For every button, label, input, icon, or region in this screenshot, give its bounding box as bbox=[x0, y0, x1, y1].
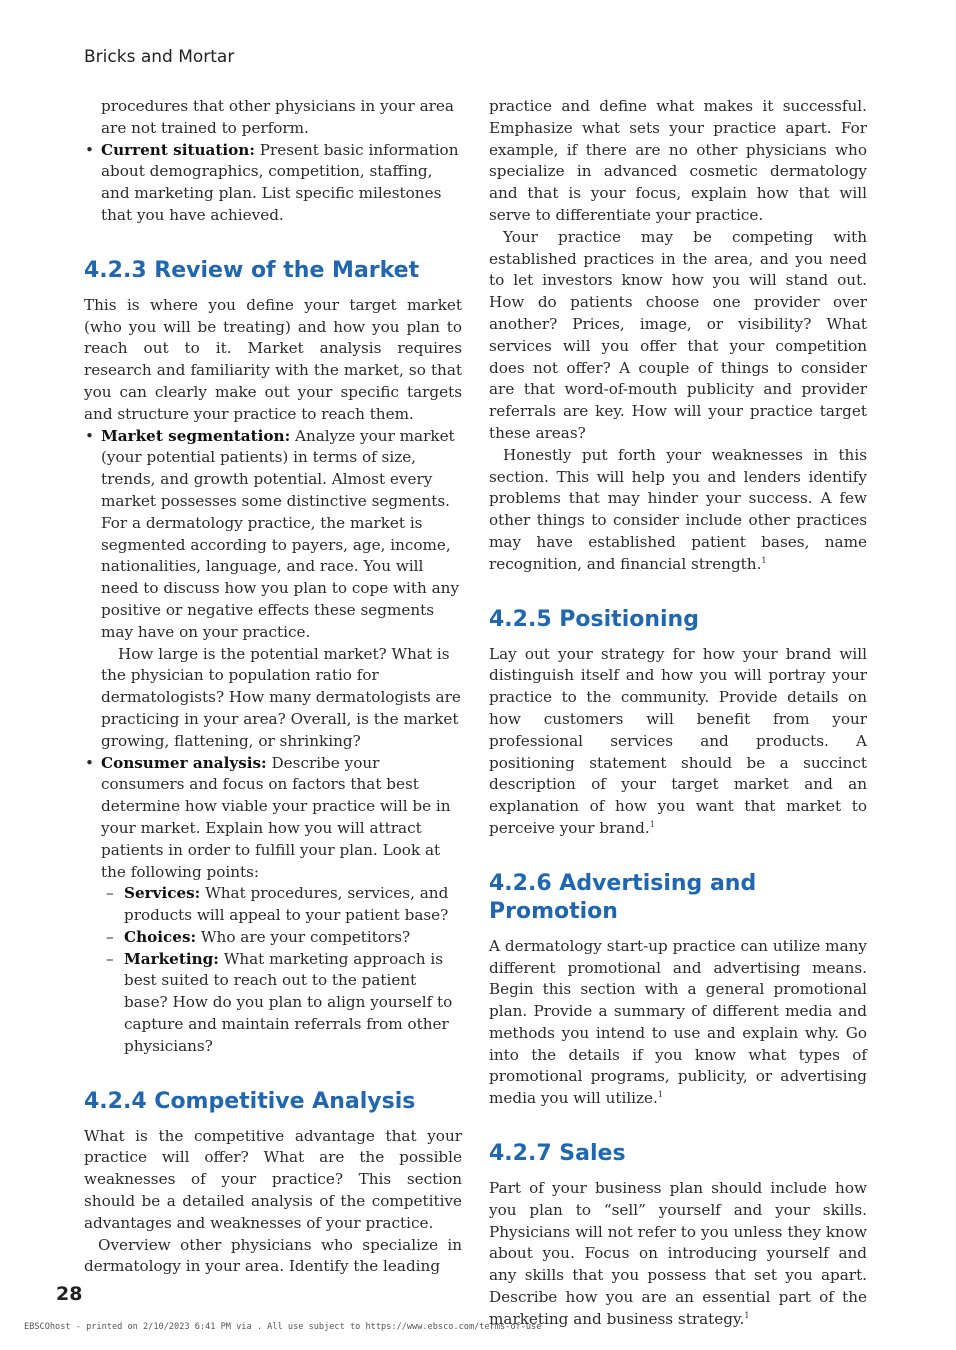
citation-ref: 1 bbox=[657, 1090, 663, 1100]
competitive-paragraph-3: Your practice may be competing with established practices in the area, and you need to let investors know how you will stand out. How do patients choose one provider over another? Prices, image, or visibility? What services will you offer that your competition does not offer? A couple of things to consider are that word-of-mouth publicity and provider referrals are key. How will your practice target these areas? bbox=[489, 227, 867, 442]
bullet-market-segmentation: • Market segmentation: Analyze your market (your potential patients) in terms of size, trends, and growth potential. Almost every market possesses some distinctive segments. For a dermatology practice, the market is segmented according to payers, age, income, nationalities, language, and race. You will need to discuss how you plan to cope with any positive or negative effects these segments may have on your practice. bbox=[84, 426, 462, 644]
advertising-paragraph: A dermatology start-up practice can utilize many different promotional and advertising means. Begin this section with a general promotional plan. Provide a summary of different media and methods you intend to use and explain why. Go into the details if you know what types of promotional programs, publicity, or advertising media you will utilize.$^1$ bbox=[489, 936, 867, 1108]
review-market-paragraph: This is where you define your target market (who you will be treating) and how you plan to reach out to it. Market analysis requires research and familiarity with the market, so that you can clearly make out your specific targets and structure your practice to reach them. bbox=[84, 295, 462, 423]
positioning-paragraph: Lay out your strategy for how your brand will distinguish itself and how you will portray your practice to the community. Provide details on how customers will benefit from your professional services and products. A positioning statement should be a succinct description of your target market and an explanation of how you want that market to perceive your brand.$^1$ bbox=[489, 644, 867, 837]
competitive-paragraph-2-continued: practice and define what makes it successful. Emphasize what sets your practice apart. For example, if there are no other physicians who specialize in advanced cosmetic dermatology and that is your focus, explain how that will serve to differentiate your practice. bbox=[489, 97, 867, 224]
intro-continuation: procedures that other physicians in your area are not trained to perform. bbox=[101, 97, 454, 137]
dash-item-services: – Services: What procedures, services, and products will appeal to your patient base? bbox=[84, 883, 462, 927]
sales-paragraph: Part of your business plan should include how you plan to “sell” yourself and your skills. Physicians will not refer to you unless they know about you. Focus on introducing yourself and any skills that you possess that set you apart. Describe how you are an essential part of the marketing and business strategy.$^1$ bbox=[489, 1179, 867, 1328]
citation-ref: 1 bbox=[761, 555, 767, 565]
section-heading-advertising: 4.2.6 Advertising and Promotion bbox=[489, 870, 757, 924]
bullet-current-situation: • Current situation: Present basic information about demographics, competition, staffing, and marketing plan. List specific milestones that you have achieved. bbox=[84, 140, 462, 227]
competitive-paragraph-4: Honestly put forth your weaknesses in this section. This will help you and lenders identify problems that may hinder your success. A few other things to consider include other practices may have established patient bases, name recognition, and financial strength.$^1$ bbox=[489, 445, 867, 573]
segmentation-paragraph-2: How large is the potential market? What is the physician to population ratio for dermatologists? How many dermatologists are practicing in your area? Overall, is the market growing, flattening, or shrinking? bbox=[101, 644, 461, 750]
competitive-paragraph-1: What is the competitive advantage that your practice will offer? What are the possible weaknesses of your practice? This section should be a detailed analysis of the competitive advantages and weaknesses of your practice. bbox=[84, 1126, 462, 1232]
print-footer: EBSCOhost - printed on 2/10/2023 6:41 PM via . All use subject to https://www.ebsco.com/terms-of-use bbox=[24, 1322, 542, 1332]
bullet-consumer-analysis: • Consumer analysis: Describe your consumers and focus on factors that best determine how viable your practice will be in your market. Explain how you will attract patients in order to fulfill your plan. Look at the following points: bbox=[84, 753, 462, 884]
section-heading-review-market: 4.2.3 Review of the Market bbox=[84, 257, 420, 283]
consumer-bullet-list bbox=[84, 753, 462, 1058]
competitive-paragraph-2: Overview other physicians who specialize in dermatology in your area. Identify the leading bbox=[84, 1235, 462, 1276]
page-number: 28 bbox=[56, 1283, 83, 1305]
dash-item-marketing: – Marketing: What marketing approach is best suited to reach out to the patient base? How do you plan to align yourself to capture and maintain referrals from other physicians? bbox=[84, 949, 462, 1058]
right-column bbox=[489, 96, 867, 1331]
section-heading-competitive-analysis: 4.2.4 Competitive Analysis bbox=[84, 1088, 416, 1114]
market-bullet-list bbox=[84, 426, 462, 644]
left-column bbox=[84, 96, 462, 1278]
dash-item-choices: – Choices: Who are your competitors? bbox=[84, 927, 462, 949]
intro-bullet-list bbox=[84, 140, 462, 227]
section-heading-sales: 4.2.7 Sales bbox=[489, 1141, 626, 1167]
running-header: Bricks and Mortar bbox=[84, 47, 235, 67]
citation-ref: 1 bbox=[649, 819, 655, 829]
citation-ref: 1 bbox=[744, 1310, 750, 1320]
section-heading-positioning: 4.2.5 Positioning bbox=[489, 606, 699, 632]
